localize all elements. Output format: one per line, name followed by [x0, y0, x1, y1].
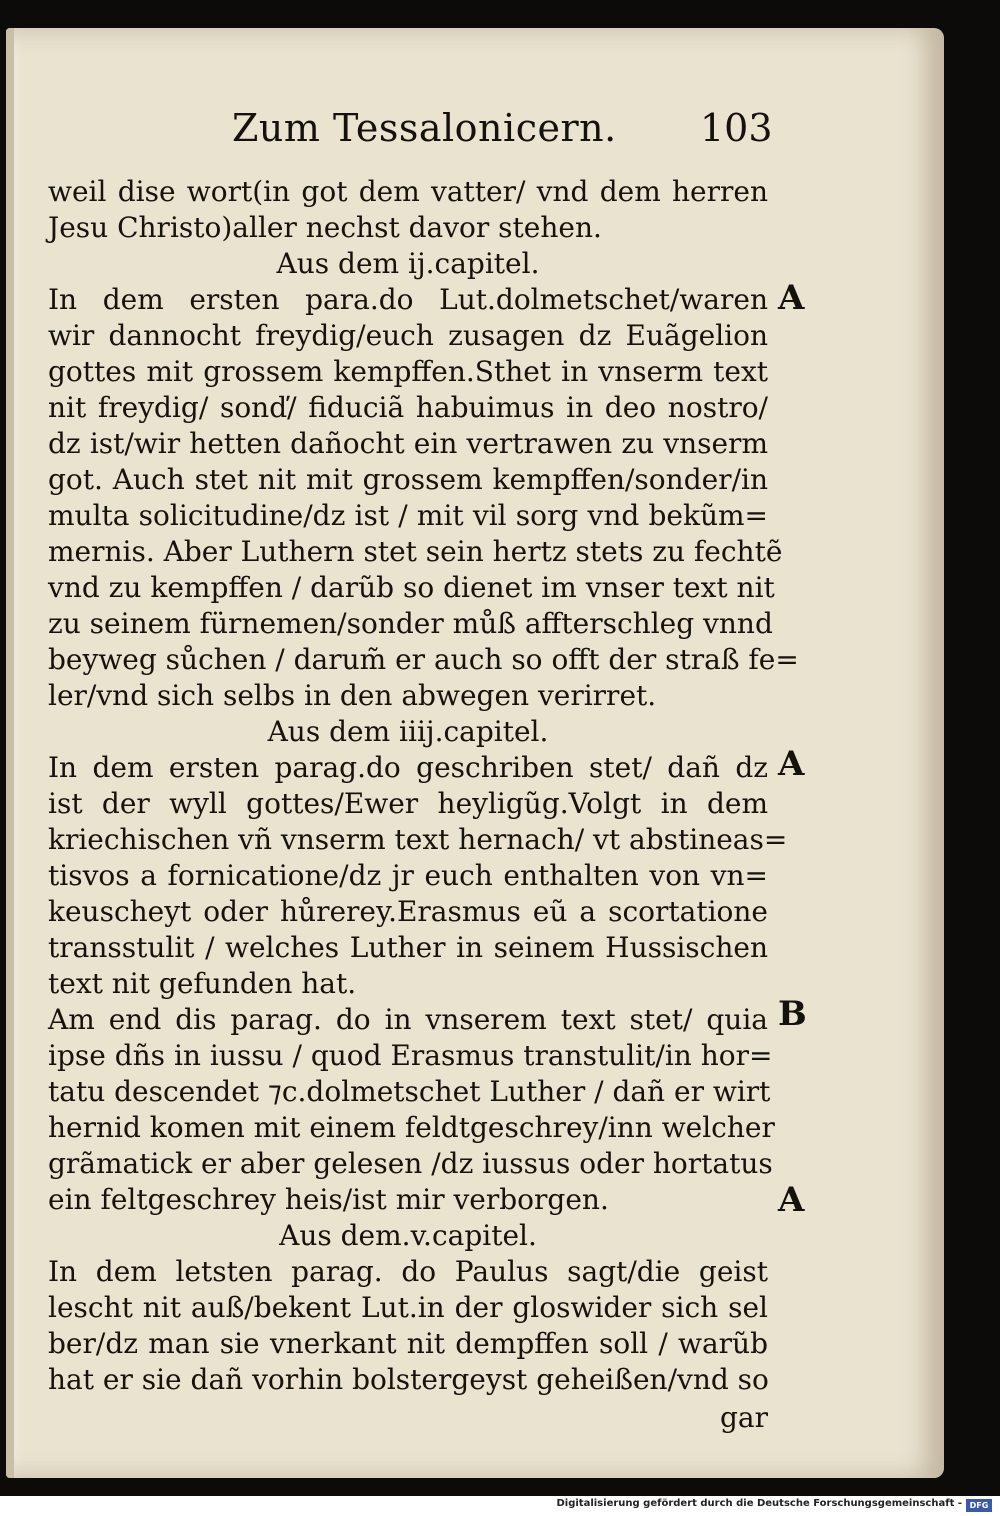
text-line: hat er sie dañ vorhin bolstergeyst geheißen/vnd so [48, 1363, 769, 1396]
page-number: 103 [700, 106, 773, 150]
text-line: hernid komen mit einem feldtgeschrey/inn welcher [48, 1111, 775, 1144]
text-line: zu seinem fürnemen/sonder můß affterschleg vnnd [48, 607, 773, 640]
text-line: ber/dz man sie vnerkant nit dempffen soll / warũb [48, 1327, 768, 1360]
text-line: got. Auch stet nit mit grossem kempffen/sonder/in [48, 463, 768, 496]
text-line: vnd zu kempffen / darũb so dienet im vnser text nit [48, 571, 775, 604]
text-line: ein feltgeschrey heis/ist mir verborgen. [48, 1183, 609, 1216]
text-line: Am end dis parag. do in vnserem text stet/ quia [48, 1003, 768, 1036]
text-line: text nit gefunden hat. [48, 967, 357, 1000]
text-line: grãmatick er aber gelesen /dz iussus oder hortatus [48, 1147, 773, 1180]
text-line: In dem letsten parag. do Paulus sagt/die geist [48, 1255, 768, 1288]
text-line: ler/vnd sich selbs in den abwegen verirret. [48, 679, 657, 712]
text-line: lescht nit auß/bekent Lut.in der gloswider sich sel [48, 1291, 768, 1324]
text-line: In dem ersten para.do Lut.dolmetschet/waren [48, 283, 768, 316]
catchword: gar [719, 1401, 768, 1434]
digitization-footer [0, 1496, 1000, 1516]
text-line: beyweg sůchen / darum̃ er auch so offt der straß fe= [48, 643, 799, 676]
chapter-heading: Aus dem iiij.capitel. [267, 715, 549, 748]
text-line: keuscheyt oder hůrerey.Erasmus eũ a scortatione [48, 895, 768, 928]
text-line: wir dannocht freydig/euch zusagen dz Euãgelion [48, 319, 768, 352]
text-line: tatu descendet ⁊c.dolmetschet Luther / dañ er wirt [48, 1075, 771, 1108]
text-line: nit freydig/ sonď/ fiduciã habuimus in deo nostro/ [48, 391, 768, 424]
text-line: kriechischen vñ vnserm text hernach/ vt abstineas= [48, 823, 788, 856]
text-line: ipse dñs in iussu / quod Erasmus transtulit/in hor= [48, 1039, 773, 1072]
text-line: tisvos a fornicatione/dz jr euch enthalten von vn= [48, 859, 768, 892]
text-line: In dem ersten parag.do geschriben stet/ dañ dz [48, 751, 768, 784]
margin-note: A [778, 744, 805, 784]
margin-note: B [778, 994, 807, 1034]
page-header [6, 106, 944, 166]
text-line: multa solicitudine/dz ist / mit vil sorg vnd bekũm= [48, 499, 768, 532]
book-page [6, 28, 944, 1478]
margin-note: A [778, 1180, 805, 1220]
chapter-heading: Aus dem.v.capitel. [279, 1219, 537, 1252]
text-line: transstulit / welches Luther in seinem Hussischen [48, 931, 768, 964]
text-line: weil dise wort(in got dem vatter/ vnd dem herren [48, 175, 768, 208]
margin-note: A [778, 278, 805, 318]
chapter-heading: Aus dem ij.capitel. [276, 247, 540, 280]
running-title: Zum Tessalonicern. [232, 106, 617, 150]
text-line: dz ist/wir hetten dañocht ein vertrawen zu vnserm [48, 427, 768, 460]
text-line: ist der wyll gottes/Ewer heyligũg.Volgt in dem [48, 787, 768, 820]
dfg-logo: DFG [966, 1499, 992, 1512]
text-line: gottes mit grossem kempffen.Sthet in vnserm text [48, 355, 768, 388]
page-edge [6, 28, 14, 1478]
footer-credit: Digitalisierung gefördert durch die Deutsche Forschungsgemeinschaft - [556, 1498, 962, 1509]
text-line: mernis. Aber Luthern stet sein hertz stets zu fechtẽ [48, 535, 783, 568]
text-line: Jesu Christo)aller nechst davor stehen. [48, 211, 602, 244]
